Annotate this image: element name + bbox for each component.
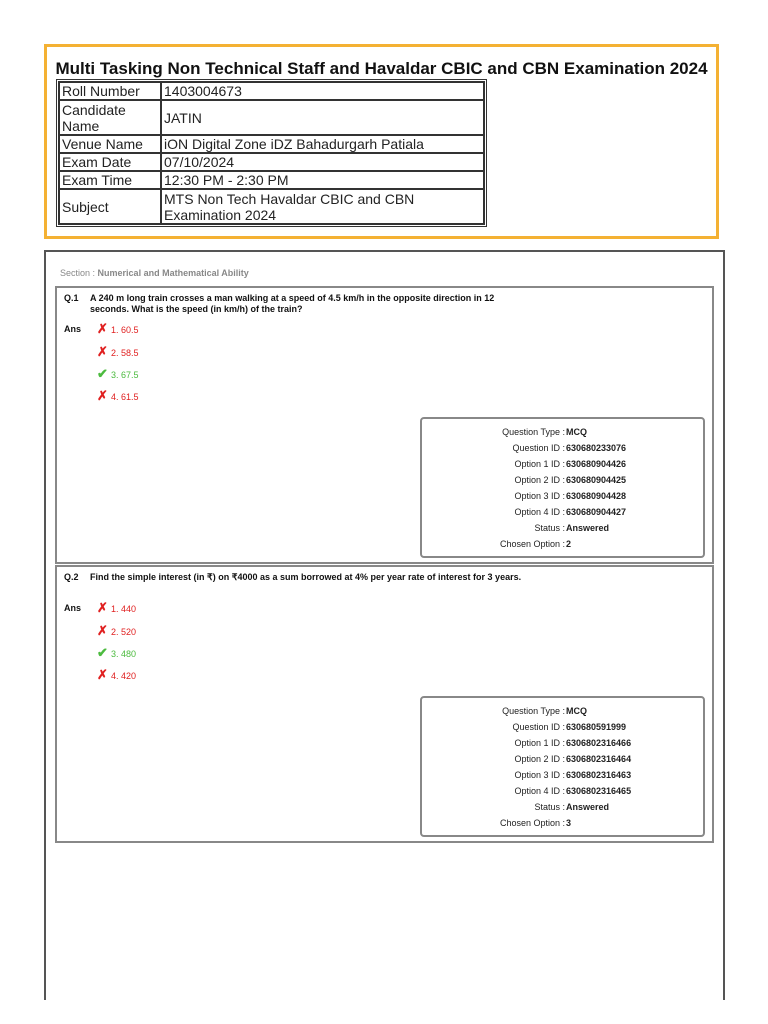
cross-icon: ✗ (97, 667, 108, 682)
status-value: Answered (566, 802, 610, 812)
info-value: JATIN (161, 100, 484, 135)
info-label: Subject (59, 189, 161, 224)
option-4-id: 630680904427 (566, 507, 627, 517)
info-row (59, 189, 484, 224)
info-value: 12:30 PM - 2:30 PM (161, 171, 484, 189)
status-value: Answered (566, 523, 610, 533)
info-row (59, 100, 484, 135)
exam-title: Multi Tasking Non Technical Staff and Havaldar CBIC and CBN Examination 2024 (55, 59, 708, 78)
info-row (59, 82, 484, 100)
check-icon: ✔ (97, 366, 108, 381)
info-label: Candidate Name (59, 100, 161, 135)
question-number: Q.2 (64, 572, 79, 582)
option-item (97, 646, 136, 660)
check-icon: ✔ (97, 645, 108, 660)
answer-label: Ans (64, 603, 82, 613)
meta-label: Question ID : (512, 443, 565, 453)
question-id: 630680233076 (566, 443, 627, 453)
meta-label: Option 3 ID : (514, 491, 565, 501)
info-label: Roll Number (59, 82, 161, 100)
option-item (97, 668, 136, 682)
cross-icon: ✗ (97, 321, 108, 336)
chosen-option: 2 (566, 539, 572, 549)
exam-header (44, 44, 719, 239)
meta-label: Option 4 ID : (514, 507, 565, 517)
question-block (55, 286, 714, 564)
option-item (97, 624, 136, 638)
info-row (59, 171, 484, 189)
meta-label: Option 1 ID : (514, 459, 565, 469)
option-1-id: 630680904426 (566, 459, 627, 469)
info-value: MTS Non Tech Havaldar CBIC and CBN Examination 2024 (161, 189, 484, 224)
option-label: 3. 67.5 (111, 370, 139, 380)
info-label: Venue Name (59, 135, 161, 153)
meta-label: Question Type : (502, 427, 565, 437)
info-value: 1403004673 (161, 82, 484, 100)
info-label: Exam Time (59, 171, 161, 189)
info-label: Exam Date (59, 153, 161, 171)
meta-label: Option 1 ID : (514, 738, 565, 748)
meta-label: Option 2 ID : (514, 475, 565, 485)
option-2-id: 630680904425 (566, 475, 627, 485)
meta-label: Option 3 ID : (514, 770, 565, 780)
option-item (97, 322, 139, 336)
question-id: 630680591999 (566, 722, 627, 732)
question-meta-box (420, 417, 705, 558)
question-type: MCQ (566, 427, 587, 437)
info-value: iON Digital Zone iDZ Bahadurgarh Patiala (161, 135, 484, 153)
answer-label: Ans (64, 324, 82, 334)
option-item (97, 367, 139, 381)
question-meta-box (420, 696, 705, 837)
option-label: 3. 480 (111, 649, 137, 659)
meta-label: Status : (534, 523, 565, 533)
section-label (60, 268, 249, 278)
option-item (97, 389, 139, 403)
option-label: 2. 520 (111, 627, 137, 637)
chosen-option: 3 (566, 818, 572, 828)
question-type: MCQ (566, 706, 587, 716)
option-label: 1. 440 (111, 604, 137, 614)
cross-icon: ✗ (97, 623, 108, 638)
option-label: 1. 60.5 (111, 325, 139, 335)
response-sheet (44, 250, 725, 1000)
info-row (59, 135, 484, 153)
option-4-id: 6306802316465 (566, 786, 632, 796)
option-2-id: 6306802316464 (566, 754, 632, 764)
meta-label: Chosen Option : (499, 818, 565, 828)
meta-label: Question Type : (502, 706, 565, 716)
question-number: Q.1 (64, 293, 79, 303)
meta-label: Option 2 ID : (514, 754, 565, 764)
question-text: Find the simple interest (in ₹) on ₹4000 as a sum borrowed at 4% per year rate of interest for 3 years. (90, 572, 522, 582)
meta-label: Option 4 ID : (514, 786, 565, 796)
meta-label: Chosen Option : (499, 539, 565, 549)
option-label: 2. 58.5 (111, 348, 139, 358)
option-1-id: 6306802316466 (566, 738, 632, 748)
info-row (59, 153, 484, 171)
section-name: Numerical and Mathematical Ability (97, 268, 249, 278)
section-prefix: Section : (60, 268, 96, 278)
cross-icon: ✗ (97, 600, 108, 615)
option-item (97, 345, 139, 359)
question-block (55, 565, 714, 843)
option-item (97, 601, 136, 615)
option-3-id: 6306802316463 (566, 770, 632, 780)
candidate-info-table (58, 81, 485, 225)
meta-label: Question ID : (512, 722, 565, 732)
option-3-id: 630680904428 (566, 491, 627, 501)
cross-icon: ✗ (97, 344, 108, 359)
cross-icon: ✗ (97, 388, 108, 403)
question-text: A 240 m long train crosses a man walking at a speed of 4.5 km/h in the opposite direction in 12 seconds. What is the speed (in km/h) of the train? (90, 293, 495, 314)
option-label: 4. 420 (111, 671, 137, 681)
option-label: 4. 61.5 (111, 392, 139, 402)
info-value: 07/10/2024 (161, 153, 484, 171)
meta-label: Status : (534, 802, 565, 812)
